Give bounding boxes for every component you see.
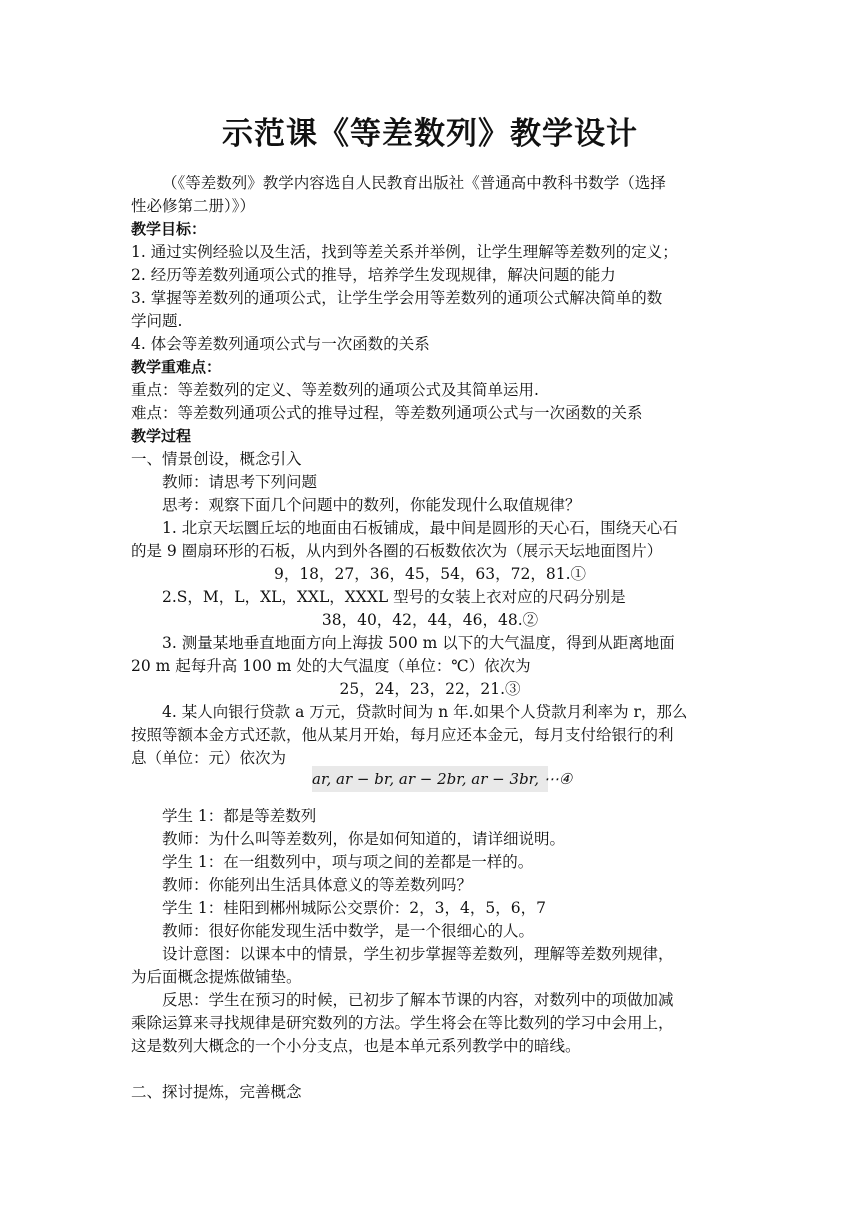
teacher-line-3: 教师：你能列出生活具体意义的等差数列吗？: [162, 876, 473, 894]
goal-3-line-2: 学问题.: [131, 312, 183, 330]
problem-3-line-1: 3. 测量某地垂直地面方向上海拔 500 m 以下的大气温度，得到从距离地面: [162, 634, 675, 652]
student-line-2: 学生 1：在一组数列中，项与项之间的差都是一样的。: [162, 853, 534, 871]
problem-4-line-1: 4. 某人向银行贷款 a 万元，贷款时间为 n 年.如果个人贷款月利率为 r，那么: [162, 703, 688, 721]
source-note-line-1: （《等差数列》教学内容选自人民教育出版社《普通高中教科书数学（选择: [162, 174, 666, 192]
goal-3-line-1: 3. 掌握等差数列的通项公式，让学生学会用等差数列的通项公式解决简单的数: [131, 289, 663, 307]
goal-2: 2. 经历等差数列通项公式的推导，培养学生发现规律，解决问题的能力: [131, 266, 616, 284]
problem-1-line-2: 的是 9 圈扇环形的石板，从内到外各圈的石板数依次为（展示天坛地面图片）: [131, 542, 663, 560]
student-line-3: 学生 1：桂阳到郴州城际公交票价：2，3，4，5，6，7: [162, 899, 546, 917]
hard-point: 难点：等差数列通项公式的推导过程，等差数列通项公式与一次函数的关系: [131, 404, 643, 422]
sequence-3: 25，24，23，22，21.③: [339, 680, 521, 698]
student-line-1: 学生 1：都是等差数列: [162, 807, 317, 825]
reflection-line-3: 这是数列大概念的一个小分支点，也是本单元系列教学中的暗线。: [131, 1037, 581, 1055]
problem-3-line-2: 20 m 起每升高 100 m 处的大气温度（单位：℃）依次为: [131, 657, 531, 675]
design-intent-line-1: 设计意图：以课本中的情景，学生初步掌握等差数列，理解等差数列规律，: [162, 945, 674, 963]
goals-heading: 教学目标：: [131, 220, 207, 238]
problem-2: 2.S，M，L，XL，XXL，XXXL 型号的女装上衣对应的尺码分别是: [162, 588, 626, 606]
reflection-line-2: 乘除运算来寻找规律是研究数列的方法。学生将会在等比数列的学习中会用上，: [131, 1014, 674, 1032]
formula-sequence-4: ar, ar − br, ar − 2br, ar − 3br, ⋯④: [312, 766, 548, 792]
key-point: 重点：等差数列的定义、等差数列的通项公式及其简单运用.: [131, 381, 539, 399]
sequence-1: 9，18，27，36，45，54，63，72，81.①: [273, 565, 587, 583]
problem-1-line-1: 1. 北京天坛圜丘坛的地面由石板铺成，最中间是圆形的天心石，围绕天心石: [162, 519, 678, 537]
teacher-line-1: 教师：请思考下列问题: [162, 473, 318, 491]
reflection-line-1: 反思：学生在预习的时候，已初步了解本节课的内容，对数列中的项做加减: [162, 991, 674, 1009]
design-intent-line-2: 为后面概念提炼做铺垫。: [131, 968, 302, 986]
difficulty-heading: 教学重难点：: [131, 358, 222, 376]
think-prompt: 思考：观察下面几个问题中的数列，你能发现什么取值规律？: [162, 496, 581, 514]
sequence-2: 38，40，42，44，46，48.②: [321, 611, 539, 629]
problem-4-line-2: 按照等额本金方式还款，他从某月开始，每月应还本金元，每月支付给银行的利: [131, 726, 674, 744]
section-1-heading: 一、情景创设，概念引入: [131, 450, 302, 468]
goal-1: 1. 通过实例经验以及生活，找到等差关系并举例，让学生理解等差数列的定义；: [131, 243, 678, 261]
problem-4-line-3: 息（单位：元）依次为: [131, 749, 287, 767]
section-2-heading: 二、探讨提炼，完善概念: [131, 1083, 302, 1101]
document-title: 示范课《等差数列》教学设计: [222, 116, 638, 152]
goal-4: 4. 体会等差数列通项公式与一次函数的关系: [131, 335, 430, 353]
process-heading: 教学过程: [131, 427, 192, 445]
source-note-line-2: 性必修第二册）》）: [131, 197, 256, 215]
teacher-line-4: 教师：很好你能发现生活中数学，是一个很细心的人。: [162, 922, 535, 940]
teacher-line-2: 教师：为什么叫等差数列，你是如何知道的，请详细说明。: [162, 830, 566, 848]
